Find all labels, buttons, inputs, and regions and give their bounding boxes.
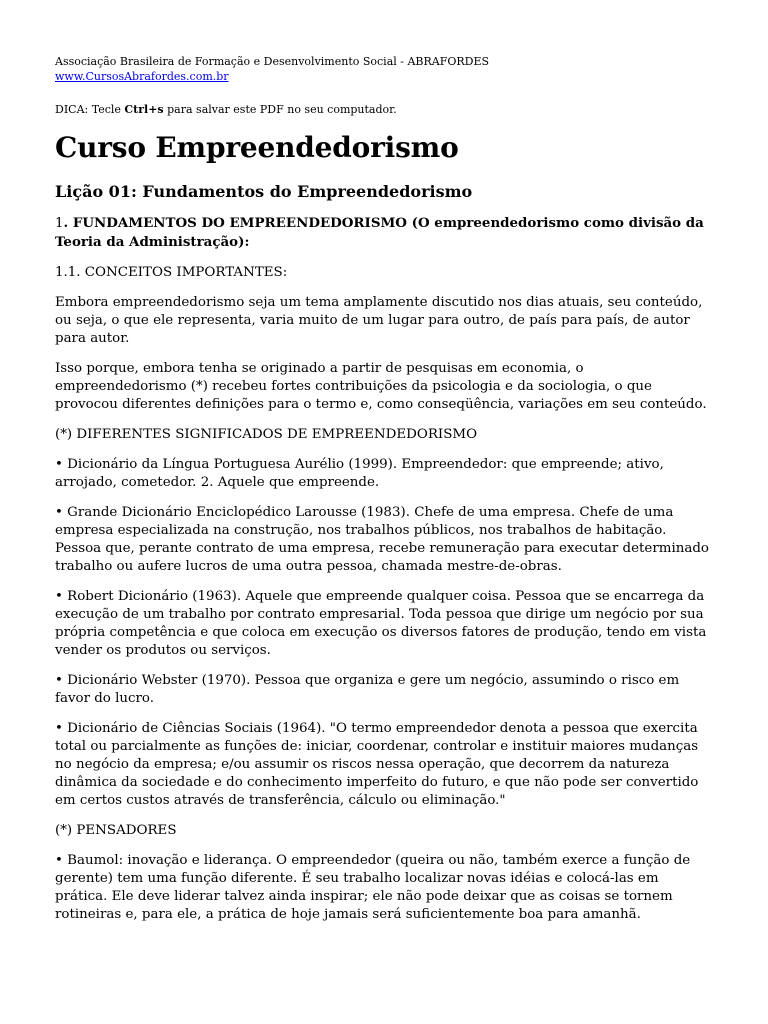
section-heading bbox=[55, 214, 715, 252]
definition-item: • Dicionário Webster (1970). Pessoa que organiza e gere um negócio, assumindo o risco em favor do lucro. bbox=[55, 673, 680, 706]
paragraph: Isso porque, embora tenha se originado a partir de pesquisas em economia, o empreendedorismo (*) recebeu fortes contribuições da psicologia e da sociologia, o que provocou diferentes definições para o termo e, como conseqüência, variações em seu conteúdo. bbox=[55, 361, 707, 412]
tip-shortcut: Ctrl+s bbox=[124, 103, 164, 116]
paragraph: Embora empreendedorismo seja um tema amplamente discutido nos dias atuais, seu conteúdo, ou seja, o que ele representa, varia muito de um lugar para outro, de país para país, de autor para autor. bbox=[55, 295, 703, 346]
thinkers-heading: (*) PENSADORES bbox=[55, 823, 177, 838]
course-title: Curso Empreendedorismo bbox=[55, 131, 459, 164]
definition-item: • Dicionário da Língua Portuguesa Aurélio (1999). Empreendedor: que empreende; ativo, arrojado, cometedor. 2. Aquele que empreende. bbox=[55, 457, 664, 490]
document-content bbox=[55, 54, 715, 924]
save-tip bbox=[55, 102, 715, 117]
website-link[interactable]: www.CursosAbrafordes.com.br bbox=[55, 70, 229, 83]
section-number: 1 bbox=[55, 216, 64, 231]
tip-suffix: para salvar este PDF no seu computador. bbox=[163, 103, 397, 116]
organization-name: Associação Brasileira de Formação e Desenvolvimento Social - ABRAFORDES bbox=[55, 55, 490, 68]
subsection-heading: 1.1. CONCEITOS IMPORTANTES: bbox=[55, 265, 288, 280]
definition-item: • Grande Dicionário Enciclopédico Larousse (1983). Chefe de uma empresa. Chefe de uma empresa especializada na construção, nos trabalhos públicos, nos trabalhos de habitação. Pessoa que, perante contrato de uma empresa, recebe remuneração para executar determinado trabalho ou aufere lucros de uma outra pessoa, chamada mestre-de-obras. bbox=[55, 505, 709, 574]
lesson-title: Lição 01: Fundamentos do Empreendedorismo bbox=[55, 182, 473, 201]
definition-item: • Robert Dicionário (1963). Aquele que empreende qualquer coisa. Pessoa que se encarrega da execução de um trabalho por contrato empresarial. Toda pessoa que dirige um negócio por sua própria competência e que coloca em execução os diversos fatores de produção, tendo em vista vender os produtos ou serviços. bbox=[55, 589, 707, 658]
meanings-heading: (*) DIFERENTES SIGNIFICADOS DE EMPREENDEDORISMO bbox=[55, 427, 478, 442]
website-line bbox=[55, 69, 715, 84]
section-heading-text: . FUNDAMENTOS DO EMPREENDEDORISMO (O empreendedorismo como divisão da Teoria da Administração): bbox=[55, 215, 704, 250]
thinker-item: • Baumol: inovação e liderança. O empreendedor (queira ou não, também exerce a função de gerente) tem uma função diferente. É seu trabalho localizar novas idéias e colocá-las em prática. Ele deve liderar talvez ainda inspirar; ele não pode deixar que as coisas se tornem rotineiras e, para ele, a prática de hoje jamais será suficientemente boa para amanhã. bbox=[55, 853, 691, 922]
tip-prefix: DICA: Tecle bbox=[55, 103, 125, 116]
definition-item: • Dicionário de Ciências Sociais (1964). "O termo empreendedor denota a pessoa que exercita total ou parcialmente as funções de: iniciar, coordenar, controlar e instituir maiores mudanças no negócio da empresa; e/ou assumir os riscos nessa operação, que decorrem da natureza dinâmica da sociedade e do conhecimento imperfeito do futuro, e que não pode ser convertido em certos custos através de transferência, cálculo ou eliminação." bbox=[55, 721, 699, 808]
